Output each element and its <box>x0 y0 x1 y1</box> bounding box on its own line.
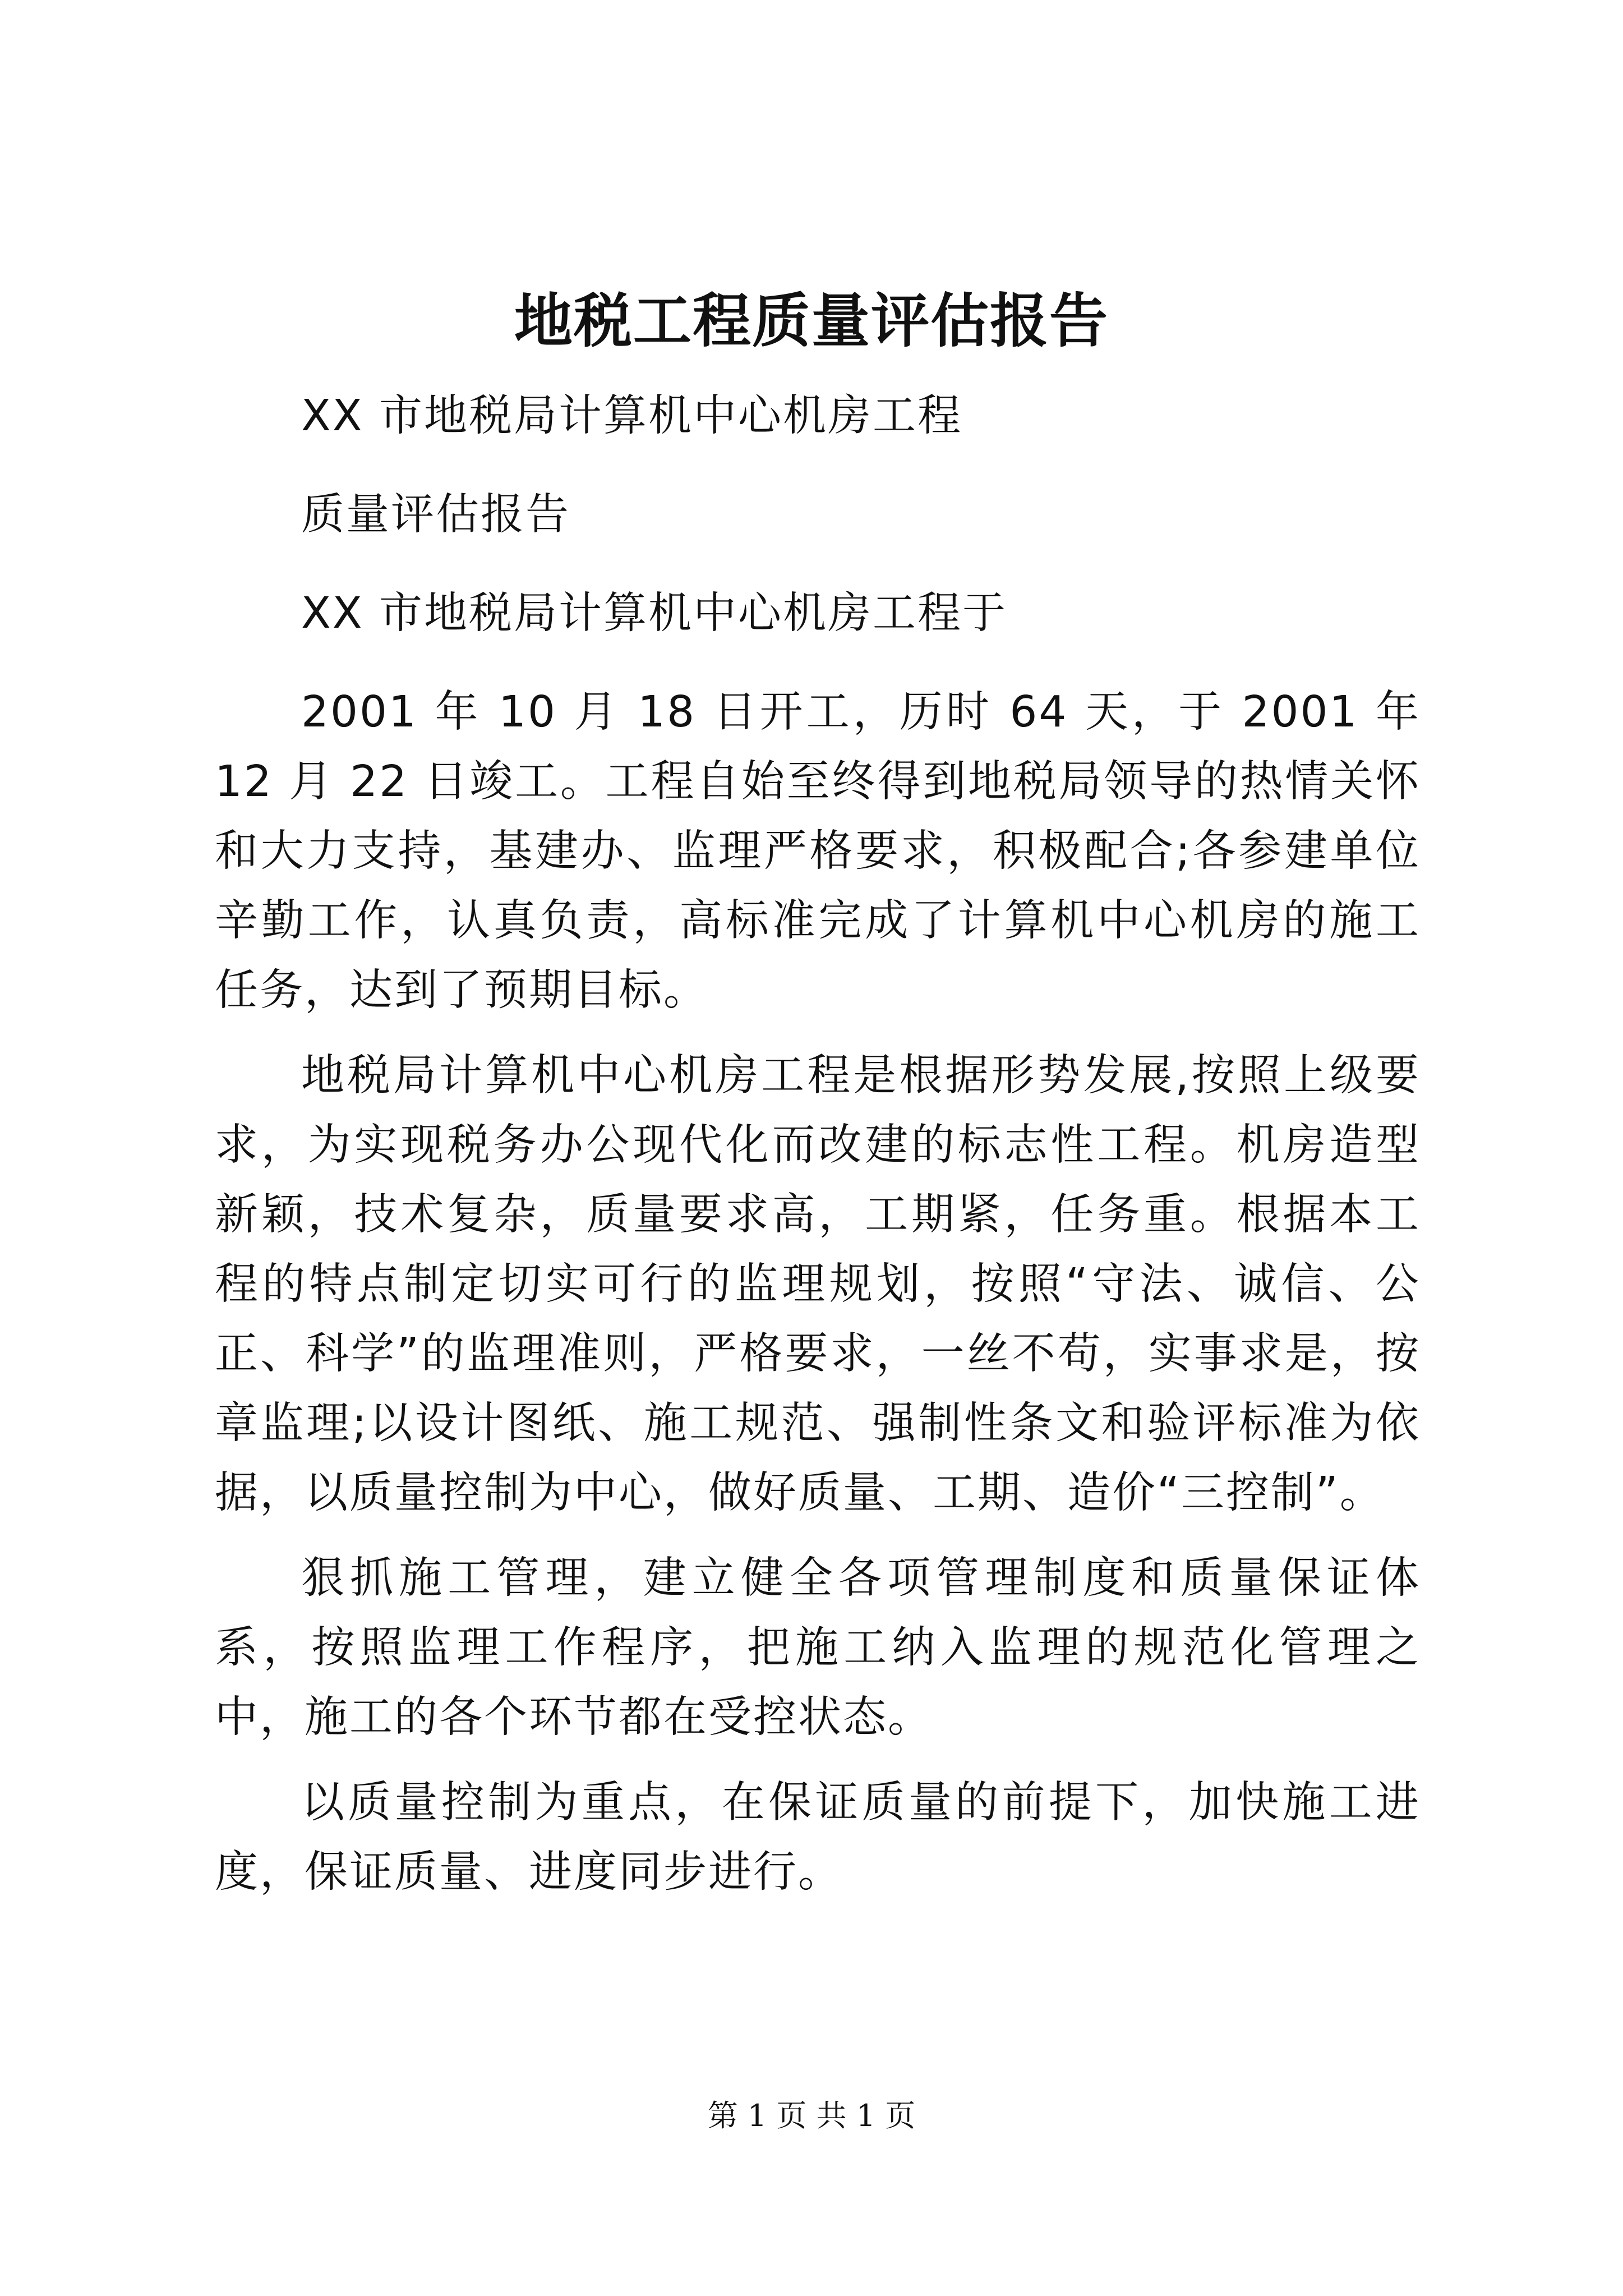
paragraph-project-intro: XX 市地税局计算机中心机房工程于 <box>301 588 1007 638</box>
paragraph-schedule: 2001 年 10 月 18 日开工，历时 64 天，于 2001 年 12 月 22 日竣工。工程自始至终得到地税局领导的热情关怀和大力支持，基建办、监理严格要求，积极配合;各参建单位辛勤工作，认真负责，高标准完成了计算机中心机房的施工任务，达到了预期目标。 <box>215 687 1421 1015</box>
document-body <box>215 381 1421 1923</box>
paragraph-project-name: XX 市地税局计算机中心机房工程 <box>301 391 962 441</box>
page-footer: 第 1 页 共 1 页 <box>707 2098 916 2133</box>
document-title: 地税工程质量评估报告 <box>514 286 1109 355</box>
paragraph-management: 狠抓施工管理，建立健全各项管理制度和质量保证体系，按照监理工作程序，把施工纳入监理的规范化管理之中，施工的各个环节都在受控状态。 <box>215 1553 1421 1742</box>
paragraph-quality-focus: 以质量控制为重点，在保证质量的前提下，加快施工进度，保证质量、进度同步进行。 <box>215 1778 1421 1897</box>
paragraph-report-subtitle: 质量评估报告 <box>301 490 570 540</box>
paragraph-supervision: 地税局计算机中心机房工程是根据形势发展,按照上级要求，为实现税务办公现代化而改建的标志性工程。机房造型新颖，技术复杂，质量要求高，工期紧，任务重。根据本工程的特点制定切实可行的监理规划，按照“守法、诚信、公正、科学”的监理准则，严格要求，一丝不苟，实事求是，按章监理;以设计图纸、施工规范、强制性条文和验评标准为依据，以质量控制为中心，做好质量、工期、造价“三控制”。 <box>215 1051 1421 1518</box>
